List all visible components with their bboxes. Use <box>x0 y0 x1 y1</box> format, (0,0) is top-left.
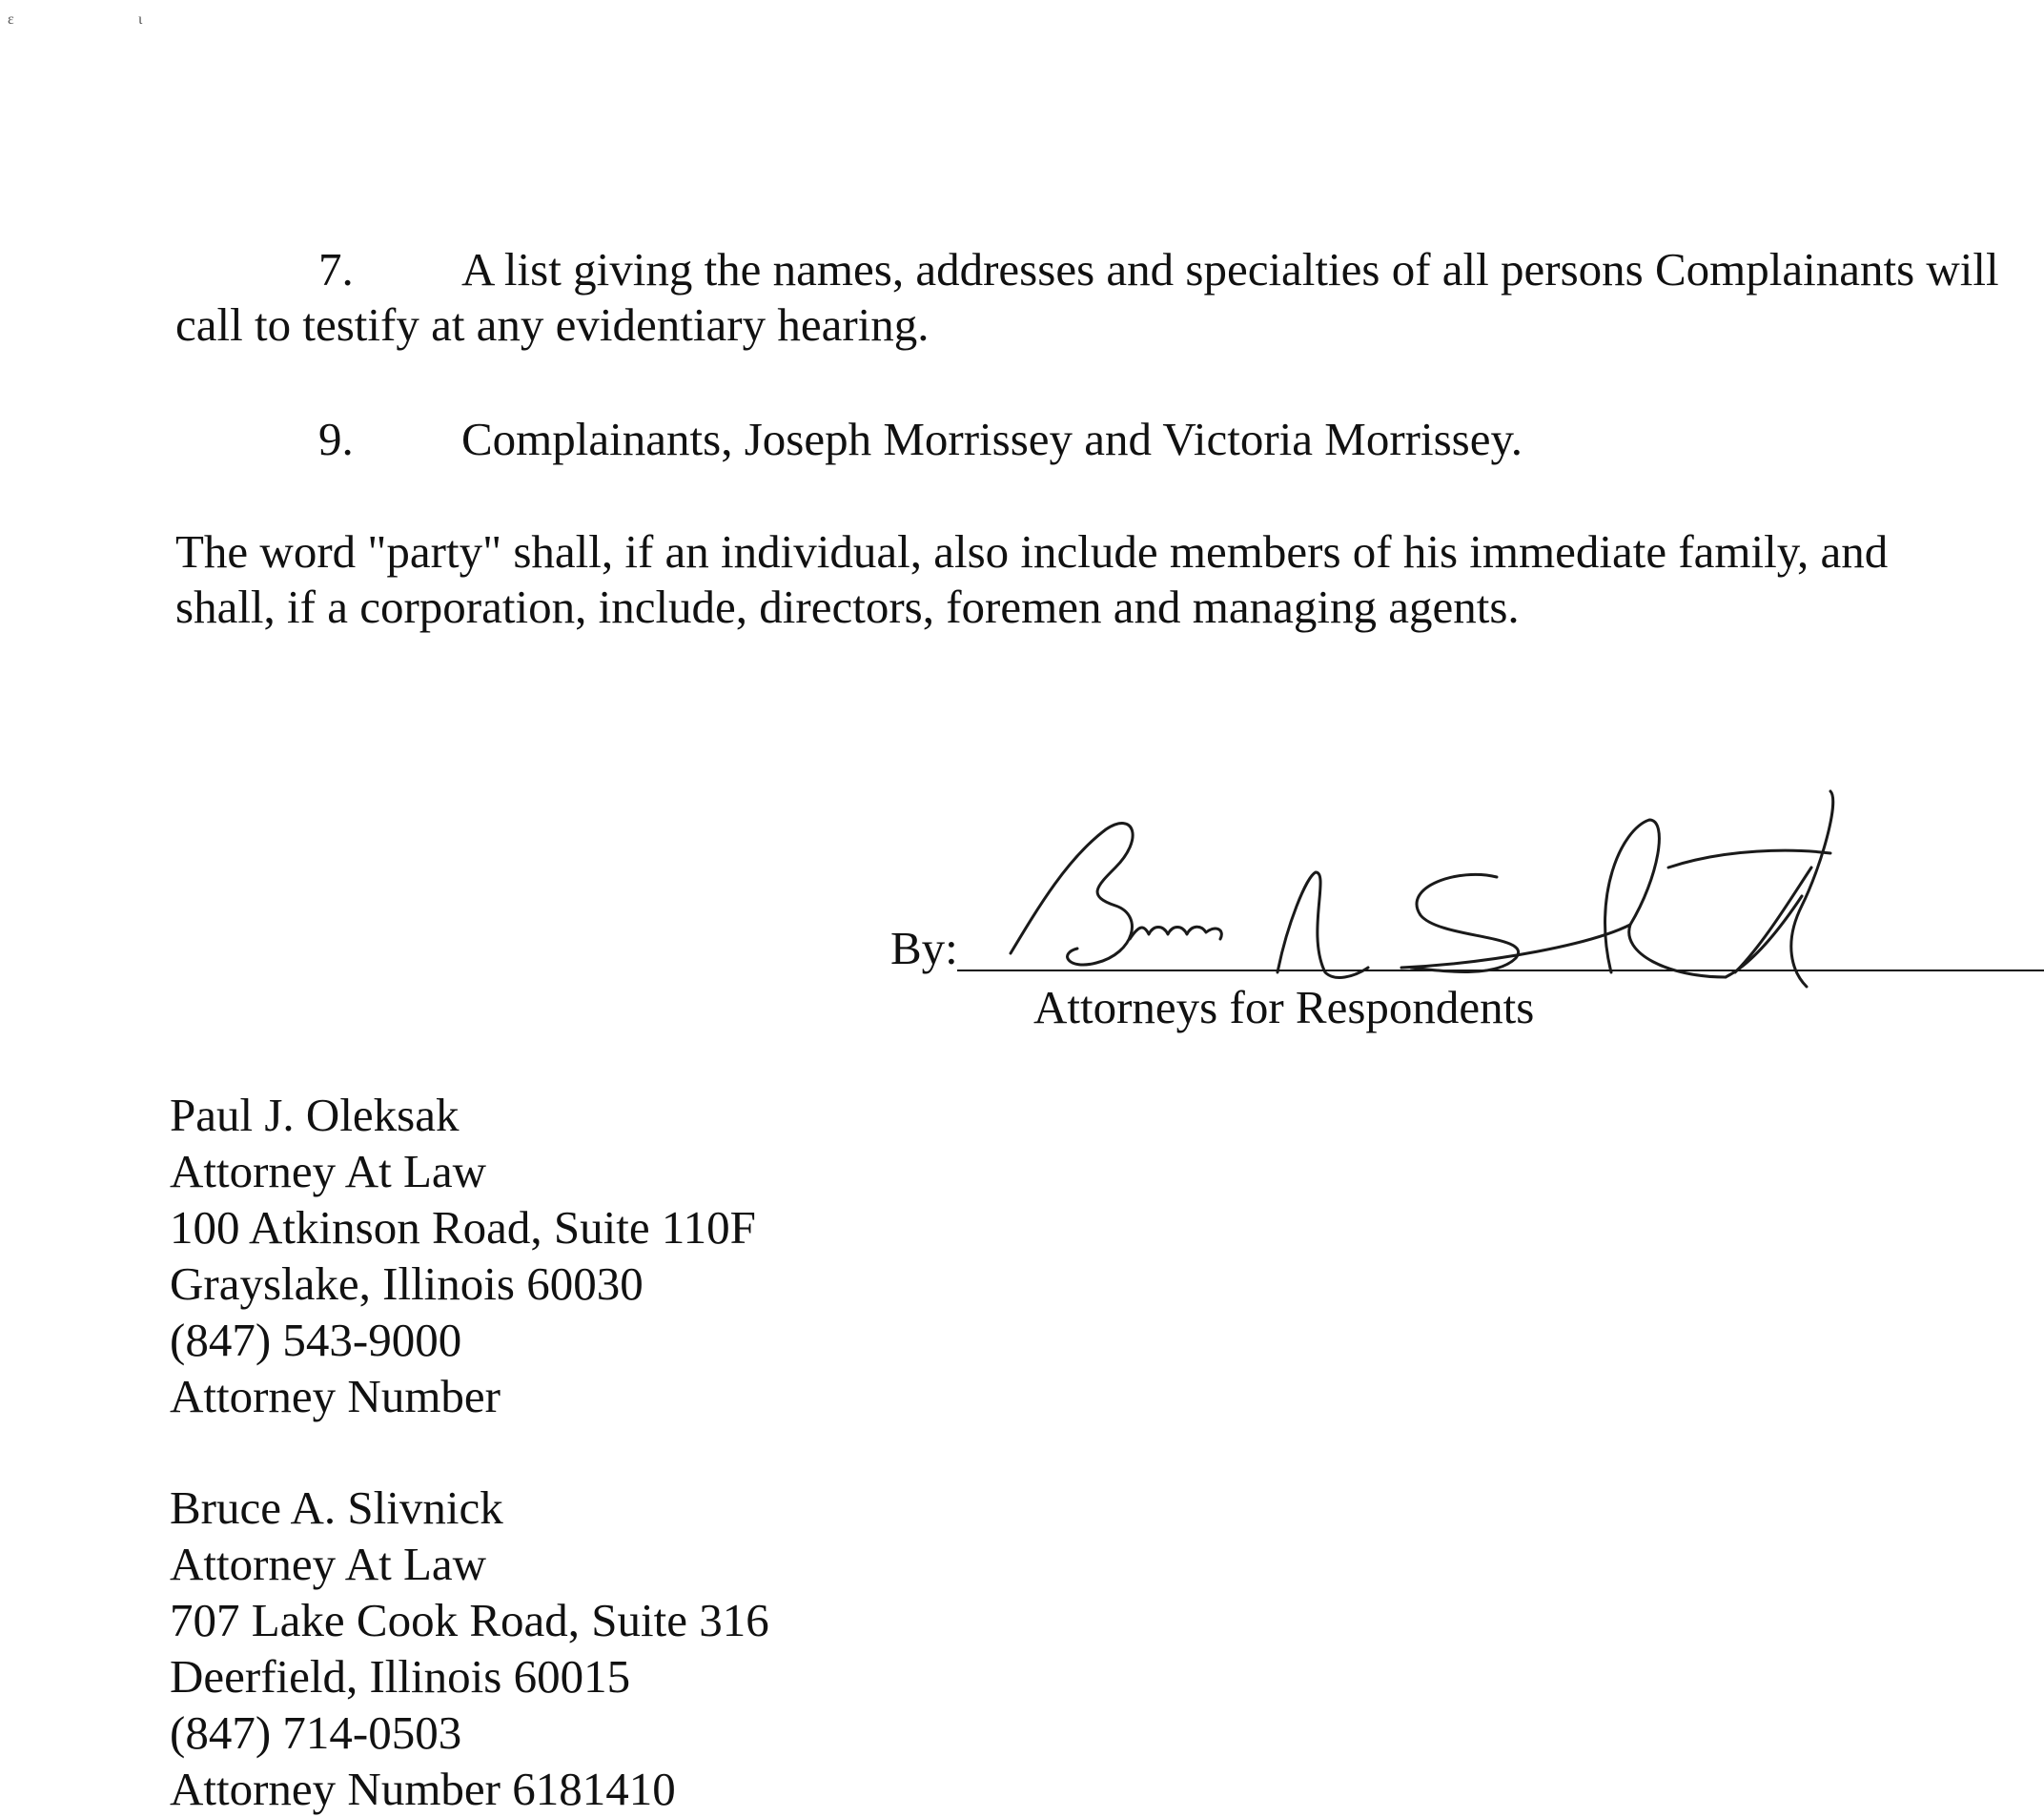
handwritten-signature <box>1001 782 1888 1001</box>
item-number: 7. <box>318 243 354 296</box>
attorney-number: Attorney Number 6181410 <box>170 1763 676 1815</box>
attorney-street: 707 Lake Cook Road, Suite 316 <box>170 1594 769 1646</box>
attorney-city: Grayslake, Illinois 60030 <box>170 1257 644 1310</box>
scan-artifact-mark: ι <box>138 11 143 28</box>
attorney-address-block <box>170 1087 756 1424</box>
item-number: 9. <box>318 413 354 465</box>
attorney-street: 100 Atkinson Road, Suite 110F <box>170 1201 756 1254</box>
scan-artifact-mark: ε <box>8 11 14 28</box>
attorney-title: Attorney At Law <box>170 1538 487 1590</box>
attorney-city: Deerfield, Illinois 60015 <box>170 1650 631 1703</box>
signature-caption: Attorneys for Respondents <box>1033 981 1535 1033</box>
attorney-phone: (847) 543-9000 <box>170 1314 462 1366</box>
attorney-name: Bruce A. Slivnick <box>170 1481 503 1534</box>
attorney-name: Paul J. Oleksak <box>170 1089 460 1141</box>
definition-paragraph: The word "party" shall, if an individual, also include members of his immediate family, and <box>175 525 1889 578</box>
item-text: A list giving the names, addresses and specialties of all persons Complainants will <box>461 243 1999 296</box>
attorney-phone: (847) 714-0503 <box>170 1706 462 1759</box>
attorney-address-block <box>170 1480 769 1817</box>
definition-paragraph-continued: shall, if a corporation, include, directors, foremen and managing agents. <box>175 581 1520 633</box>
item-text: Complainants, Joseph Morrissey and Victoria Morrissey. <box>461 413 1523 465</box>
attorney-title: Attorney At Law <box>170 1145 487 1197</box>
item-text-continued: call to testify at any evidentiary hearing. <box>175 298 930 351</box>
by-label: By: <box>890 922 958 974</box>
attorney-number: Attorney Number <box>170 1370 501 1422</box>
